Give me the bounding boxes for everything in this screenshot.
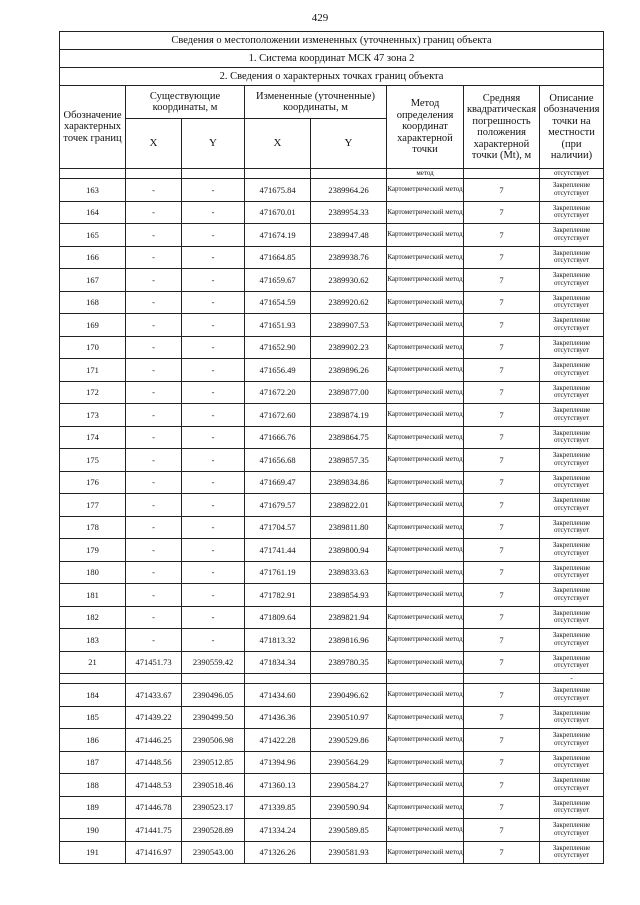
cell-description: Закрепление отсутствует	[540, 629, 604, 652]
table-row	[60, 494, 604, 517]
cell-point-id: 190	[60, 819, 126, 842]
cell-changed-x: 471651.93	[245, 314, 311, 337]
cell-description: Закрепление отсутствует	[540, 404, 604, 427]
cell-existing-y: 2390518.46	[182, 774, 245, 797]
cell-existing-x: 471416.97	[126, 841, 182, 864]
cell-changed-y: 2389947.48	[311, 224, 387, 247]
cell-description: Закрепление отсутствует	[540, 426, 604, 449]
table-row	[60, 269, 604, 292]
table-row	[60, 651, 604, 674]
cell-point-id: 164	[60, 201, 126, 224]
cell-method: Картометрический метод	[387, 179, 464, 202]
cell-changed-y: 2389816.96	[311, 629, 387, 652]
cell-error: 7	[464, 224, 540, 247]
cell-description: Закрепление отсутствует	[540, 359, 604, 382]
cell-changed-y: 2390589.85	[311, 819, 387, 842]
separator-cell	[387, 674, 464, 684]
cell-existing-x: -	[126, 471, 182, 494]
continuation-row	[60, 169, 604, 179]
cell-changed-x: 471434.60	[245, 684, 311, 707]
cell-method: Картометрический метод	[387, 539, 464, 562]
cell-method: Картометрический метод	[387, 561, 464, 584]
table-row	[60, 381, 604, 404]
cell-method: Картометрический метод	[387, 314, 464, 337]
cell-existing-x: 471446.78	[126, 796, 182, 819]
cell-existing-y: -	[182, 494, 245, 517]
cell-point-id: 184	[60, 684, 126, 707]
cell-error: 7	[464, 516, 540, 539]
cell-changed-x: 471834.34	[245, 651, 311, 674]
cell-description: Закрепление отсутствует	[540, 269, 604, 292]
cell-point-id: 177	[60, 494, 126, 517]
header-existing-coords: Существующие координаты, м	[126, 86, 245, 119]
cell-existing-x: -	[126, 404, 182, 427]
cell-method: Картометрический метод	[387, 494, 464, 517]
cell-changed-y: 2389938.76	[311, 246, 387, 269]
cell-method: Картометрический метод	[387, 729, 464, 752]
cell-point-id: 171	[60, 359, 126, 382]
table-row	[60, 404, 604, 427]
cell-changed-y: 2389864.75	[311, 426, 387, 449]
cell-changed-x: 471672.20	[245, 381, 311, 404]
cell-method: Картометрический метод	[387, 404, 464, 427]
table-row	[60, 606, 604, 629]
cell-existing-x: -	[126, 246, 182, 269]
table-row	[60, 336, 604, 359]
cell-changed-y: 2390496.62	[311, 684, 387, 707]
cell-point-id: 170	[60, 336, 126, 359]
cell-changed-x: 471326.26	[245, 841, 311, 864]
cell-error: 7	[464, 201, 540, 224]
cell-existing-x: -	[126, 269, 182, 292]
cell-method: Картометрический метод	[387, 269, 464, 292]
cell-point-id: 186	[60, 729, 126, 752]
cell-error: 7	[464, 774, 540, 797]
cell-method: Картометрический метод	[387, 471, 464, 494]
cell-method: Картометрический метод	[387, 224, 464, 247]
cell-method: Картометрический метод	[387, 291, 464, 314]
cell-changed-x: 471656.68	[245, 449, 311, 472]
cell-changed-y: 2389857.35	[311, 449, 387, 472]
cell-changed-y: 2389821.94	[311, 606, 387, 629]
cell-description: Закрепление отсутствует	[540, 684, 604, 707]
table-row	[60, 471, 604, 494]
table-row	[60, 774, 604, 797]
cell-existing-x: -	[126, 494, 182, 517]
cell-existing-x: -	[126, 516, 182, 539]
cell-existing-y: -	[182, 606, 245, 629]
cell-description: Закрепление отсутствует	[540, 224, 604, 247]
cell-existing-y: -	[182, 224, 245, 247]
cell-error: 7	[464, 561, 540, 584]
cell-error: 7	[464, 751, 540, 774]
cell-changed-y: 2389780.35	[311, 651, 387, 674]
continuation-method: метод	[387, 169, 464, 179]
cell-existing-y: -	[182, 426, 245, 449]
cell-changed-x: 471670.01	[245, 201, 311, 224]
cell-error: 7	[464, 426, 540, 449]
cell-error: 7	[464, 494, 540, 517]
cell-description: Закрепление отсутствует	[540, 516, 604, 539]
cell-point-id: 166	[60, 246, 126, 269]
cell-changed-y: 2389811.80	[311, 516, 387, 539]
cell-changed-x: 471360.13	[245, 774, 311, 797]
cell-existing-y: -	[182, 539, 245, 562]
cell-existing-x: 471448.53	[126, 774, 182, 797]
cell-existing-y: 2390543.00	[182, 841, 245, 864]
cell-error: 7	[464, 179, 540, 202]
cell-point-id: 169	[60, 314, 126, 337]
table-row	[60, 584, 604, 607]
cell-method: Картометрический метод	[387, 751, 464, 774]
separator-cell	[464, 674, 540, 684]
cell-point-id: 168	[60, 291, 126, 314]
cell-changed-x: 471436.36	[245, 706, 311, 729]
cell-changed-x: 471339.85	[245, 796, 311, 819]
cell-existing-x: -	[126, 359, 182, 382]
cell-point-id: 187	[60, 751, 126, 774]
cell-changed-x: 471679.57	[245, 494, 311, 517]
separator-cell	[311, 674, 387, 684]
separator-cell	[182, 674, 245, 684]
cell-existing-x: -	[126, 179, 182, 202]
cell-existing-x: -	[126, 381, 182, 404]
cell-existing-x: 471439.22	[126, 706, 182, 729]
cell-existing-x: -	[126, 291, 182, 314]
cell-description: Закрепление отсутствует	[540, 314, 604, 337]
cell-existing-x: -	[126, 561, 182, 584]
page-number: 429	[311, 12, 329, 24]
separator-cell	[245, 674, 311, 684]
header-existing-x: X	[126, 119, 182, 169]
cell-changed-y: 2389902.23	[311, 336, 387, 359]
cell-existing-y: -	[182, 629, 245, 652]
cell-changed-y: 2390590.94	[311, 796, 387, 819]
cell-changed-y: 2390564.29	[311, 751, 387, 774]
cell-error: 7	[464, 336, 540, 359]
cell-error: 7	[464, 539, 540, 562]
cell-changed-x: 471664.85	[245, 246, 311, 269]
cell-existing-y: -	[182, 269, 245, 292]
cell-description: Закрепление отсутствует	[540, 494, 604, 517]
boundary-points-table	[59, 31, 604, 864]
separator-cell	[126, 674, 182, 684]
cell-changed-y: 2390510.97	[311, 706, 387, 729]
header-changed-coords: Измененные (уточненные) координаты, м	[245, 86, 387, 119]
cell-existing-y: 2390506.98	[182, 729, 245, 752]
cell-existing-y: -	[182, 561, 245, 584]
header-designation: Обозначение характерных точек границ	[60, 86, 126, 169]
cell-point-id: 163	[60, 179, 126, 202]
cell-error: 7	[464, 359, 540, 382]
cell-method: Картометрический метод	[387, 819, 464, 842]
table-row	[60, 291, 604, 314]
cell-changed-y: 2390529.86	[311, 729, 387, 752]
cell-description: Закрепление отсутствует	[540, 819, 604, 842]
cell-description: Закрепление отсутствует	[540, 201, 604, 224]
cell-changed-x: 471674.19	[245, 224, 311, 247]
cell-point-id: 176	[60, 471, 126, 494]
cell-changed-x: 471666.76	[245, 426, 311, 449]
cell-method: Картометрический метод	[387, 606, 464, 629]
table-row	[60, 179, 604, 202]
cell-error: 7	[464, 841, 540, 864]
continuation-description: отсутствует	[540, 169, 604, 179]
cell-existing-y: -	[182, 336, 245, 359]
table-row	[60, 246, 604, 269]
cell-method: Картометрический метод	[387, 449, 464, 472]
cell-description: Закрепление отсутствует	[540, 584, 604, 607]
cell-existing-y: -	[182, 314, 245, 337]
cell-point-id: 178	[60, 516, 126, 539]
cell-existing-y: -	[182, 179, 245, 202]
cell-changed-x: 471813.32	[245, 629, 311, 652]
cell-error: 7	[464, 706, 540, 729]
cell-description: Закрепление отсутствует	[540, 774, 604, 797]
table-row	[60, 751, 604, 774]
cell-changed-y: 2389954.33	[311, 201, 387, 224]
cell-point-id: 167	[60, 269, 126, 292]
cell-description: Закрепление отсутствует	[540, 449, 604, 472]
cell-changed-y: 2389834.86	[311, 471, 387, 494]
cell-existing-y: -	[182, 201, 245, 224]
cell-method: Картометрический метод	[387, 381, 464, 404]
cell-error: 7	[464, 651, 540, 674]
cell-changed-y: 2389877.00	[311, 381, 387, 404]
cell-existing-y: 2390496.05	[182, 684, 245, 707]
cell-changed-x: 471672.60	[245, 404, 311, 427]
cell-method: Картометрический метод	[387, 706, 464, 729]
cell-changed-y: 2389930.62	[311, 269, 387, 292]
cell-existing-x: 471441.75	[126, 819, 182, 842]
table-row	[60, 561, 604, 584]
table-row	[60, 224, 604, 247]
header-description: Описание обозначения точки на местности (при наличии)	[540, 86, 604, 169]
cell-error: 7	[464, 449, 540, 472]
cell-point-id: 165	[60, 224, 126, 247]
cell-changed-x: 471334.24	[245, 819, 311, 842]
table-row	[60, 819, 604, 842]
cell-method: Картометрический метод	[387, 841, 464, 864]
cell-point-id: 172	[60, 381, 126, 404]
cell-changed-y: 2389896.26	[311, 359, 387, 382]
cell-error: 7	[464, 291, 540, 314]
separator-cell	[60, 674, 126, 684]
cell-changed-x: 471782.91	[245, 584, 311, 607]
cell-error: 7	[464, 729, 540, 752]
cell-description: Закрепление отсутствует	[540, 651, 604, 674]
cell-changed-x: 471704.57	[245, 516, 311, 539]
cell-point-id: 189	[60, 796, 126, 819]
header-method: Метод определения координат характерной точки	[387, 86, 464, 169]
cell-error: 7	[464, 629, 540, 652]
header-changed-x: X	[245, 119, 311, 169]
table-row	[60, 729, 604, 752]
cell-existing-y: -	[182, 404, 245, 427]
cell-description: Закрепление отсутствует	[540, 291, 604, 314]
cell-changed-x: 471669.47	[245, 471, 311, 494]
cell-point-id: 191	[60, 841, 126, 864]
cell-changed-y: 2389874.19	[311, 404, 387, 427]
cell-point-id: 188	[60, 774, 126, 797]
cell-changed-x: 471659.67	[245, 269, 311, 292]
cell-existing-x: -	[126, 426, 182, 449]
cell-existing-x: -	[126, 539, 182, 562]
cell-point-id: 174	[60, 426, 126, 449]
cell-point-id: 179	[60, 539, 126, 562]
cell-changed-y: 2389964.26	[311, 179, 387, 202]
header-existing-y: Y	[182, 119, 245, 169]
cell-method: Картометрический метод	[387, 336, 464, 359]
table-title: Сведения о местоположении измененных (уточненных) границ объекта	[60, 32, 604, 50]
cell-existing-x: -	[126, 314, 182, 337]
cell-description: Закрепление отсутствует	[540, 751, 604, 774]
cell-changed-y: 2389907.53	[311, 314, 387, 337]
cell-point-id: 183	[60, 629, 126, 652]
separator-row	[60, 674, 604, 684]
cell-existing-y: -	[182, 516, 245, 539]
header-error: Средняя квадратическая погрешность положения характерной точки (Mt), м	[464, 86, 540, 169]
cell-existing-y: 2390499.50	[182, 706, 245, 729]
cell-existing-y: -	[182, 471, 245, 494]
cell-changed-y: 2389822.01	[311, 494, 387, 517]
cell-description: Закрепление отсутствует	[540, 561, 604, 584]
cell-existing-x: -	[126, 201, 182, 224]
table-row	[60, 426, 604, 449]
cell-description: Закрепление отсутствует	[540, 841, 604, 864]
cell-point-id: 21	[60, 651, 126, 674]
cell-point-id: 185	[60, 706, 126, 729]
cell-existing-x: -	[126, 449, 182, 472]
cell-point-id: 173	[60, 404, 126, 427]
cell-changed-x: 471652.90	[245, 336, 311, 359]
cell-description: Закрепление отсутствует	[540, 796, 604, 819]
cell-existing-x: -	[126, 584, 182, 607]
cell-description: Закрепление отсутствует	[540, 471, 604, 494]
cell-method: Картометрический метод	[387, 629, 464, 652]
cell-changed-y: 2389833.63	[311, 561, 387, 584]
cell-description: Закрепление отсутствует	[540, 381, 604, 404]
cell-existing-x: -	[126, 629, 182, 652]
cell-error: 7	[464, 246, 540, 269]
cell-method: Картометрический метод	[387, 246, 464, 269]
cell-point-id: 175	[60, 449, 126, 472]
table-row	[60, 516, 604, 539]
table-row	[60, 201, 604, 224]
cell-method: Картометрический метод	[387, 359, 464, 382]
cell-description: Закрепление отсутствует	[540, 179, 604, 202]
cell-changed-x: 471761.19	[245, 561, 311, 584]
cell-existing-y: 2390512.85	[182, 751, 245, 774]
cell-error: 7	[464, 606, 540, 629]
cell-method: Картометрический метод	[387, 774, 464, 797]
section-title: 2. Сведения о характерных точках границ объекта	[60, 68, 604, 86]
cell-existing-y: 2390523.17	[182, 796, 245, 819]
cell-existing-x: -	[126, 336, 182, 359]
cell-changed-y: 2389800.94	[311, 539, 387, 562]
separator-description: -	[540, 674, 604, 684]
table-row	[60, 629, 604, 652]
header-changed-y: Y	[311, 119, 387, 169]
cell-changed-y: 2389920.62	[311, 291, 387, 314]
cell-existing-x: 471451.73	[126, 651, 182, 674]
cell-changed-y: 2390584.27	[311, 774, 387, 797]
table-row	[60, 449, 604, 472]
cell-description: Закрепление отсутствует	[540, 246, 604, 269]
cell-point-id: 181	[60, 584, 126, 607]
cell-error: 7	[464, 684, 540, 707]
cell-changed-x: 471654.59	[245, 291, 311, 314]
cell-method: Картометрический метод	[387, 651, 464, 674]
cell-description: Закрепление отсутствует	[540, 606, 604, 629]
cell-description: Закрепление отсутствует	[540, 706, 604, 729]
cell-description: Закрепление отсутствует	[540, 336, 604, 359]
coordinate-system-title: 1. Система координат МСК 47 зона 2	[60, 50, 604, 68]
cell-existing-x: 471448.56	[126, 751, 182, 774]
cell-description: Закрепление отсутствует	[540, 539, 604, 562]
cell-changed-y: 2389854.93	[311, 584, 387, 607]
cell-existing-x: -	[126, 224, 182, 247]
cell-error: 7	[464, 314, 540, 337]
cell-existing-y: -	[182, 291, 245, 314]
cell-existing-x: 471433.67	[126, 684, 182, 707]
cell-point-id: 182	[60, 606, 126, 629]
table-body	[60, 169, 604, 864]
cell-error: 7	[464, 404, 540, 427]
table-row	[60, 841, 604, 864]
cell-existing-y: -	[182, 246, 245, 269]
cell-existing-y: 2390559.42	[182, 651, 245, 674]
cell-method: Картометрический метод	[387, 684, 464, 707]
cell-existing-y: -	[182, 449, 245, 472]
cell-existing-y: -	[182, 584, 245, 607]
table-row	[60, 796, 604, 819]
cell-changed-y: 2390581.93	[311, 841, 387, 864]
cell-changed-x: 471656.49	[245, 359, 311, 382]
cell-existing-x: -	[126, 606, 182, 629]
cell-changed-x: 471394.96	[245, 751, 311, 774]
table-row	[60, 359, 604, 382]
table-row	[60, 314, 604, 337]
cell-error: 7	[464, 381, 540, 404]
cell-method: Картометрический метод	[387, 516, 464, 539]
table-row	[60, 539, 604, 562]
cell-method: Картометрический метод	[387, 426, 464, 449]
cell-error: 7	[464, 796, 540, 819]
cell-existing-y: -	[182, 359, 245, 382]
cell-changed-x: 471675.84	[245, 179, 311, 202]
cell-method: Картометрический метод	[387, 201, 464, 224]
cell-description: Закрепление отсутствует	[540, 729, 604, 752]
cell-error: 7	[464, 269, 540, 292]
cell-error: 7	[464, 819, 540, 842]
cell-existing-y: -	[182, 381, 245, 404]
cell-changed-x: 471741.44	[245, 539, 311, 562]
table-row	[60, 684, 604, 707]
cell-error: 7	[464, 584, 540, 607]
cell-existing-y: 2390528.89	[182, 819, 245, 842]
cell-point-id: 180	[60, 561, 126, 584]
table-row	[60, 706, 604, 729]
cell-changed-x: 471422.28	[245, 729, 311, 752]
cell-changed-x: 471809.64	[245, 606, 311, 629]
cell-error: 7	[464, 471, 540, 494]
cell-method: Картометрический метод	[387, 796, 464, 819]
cell-existing-x: 471446.25	[126, 729, 182, 752]
cell-method: Картометрический метод	[387, 584, 464, 607]
